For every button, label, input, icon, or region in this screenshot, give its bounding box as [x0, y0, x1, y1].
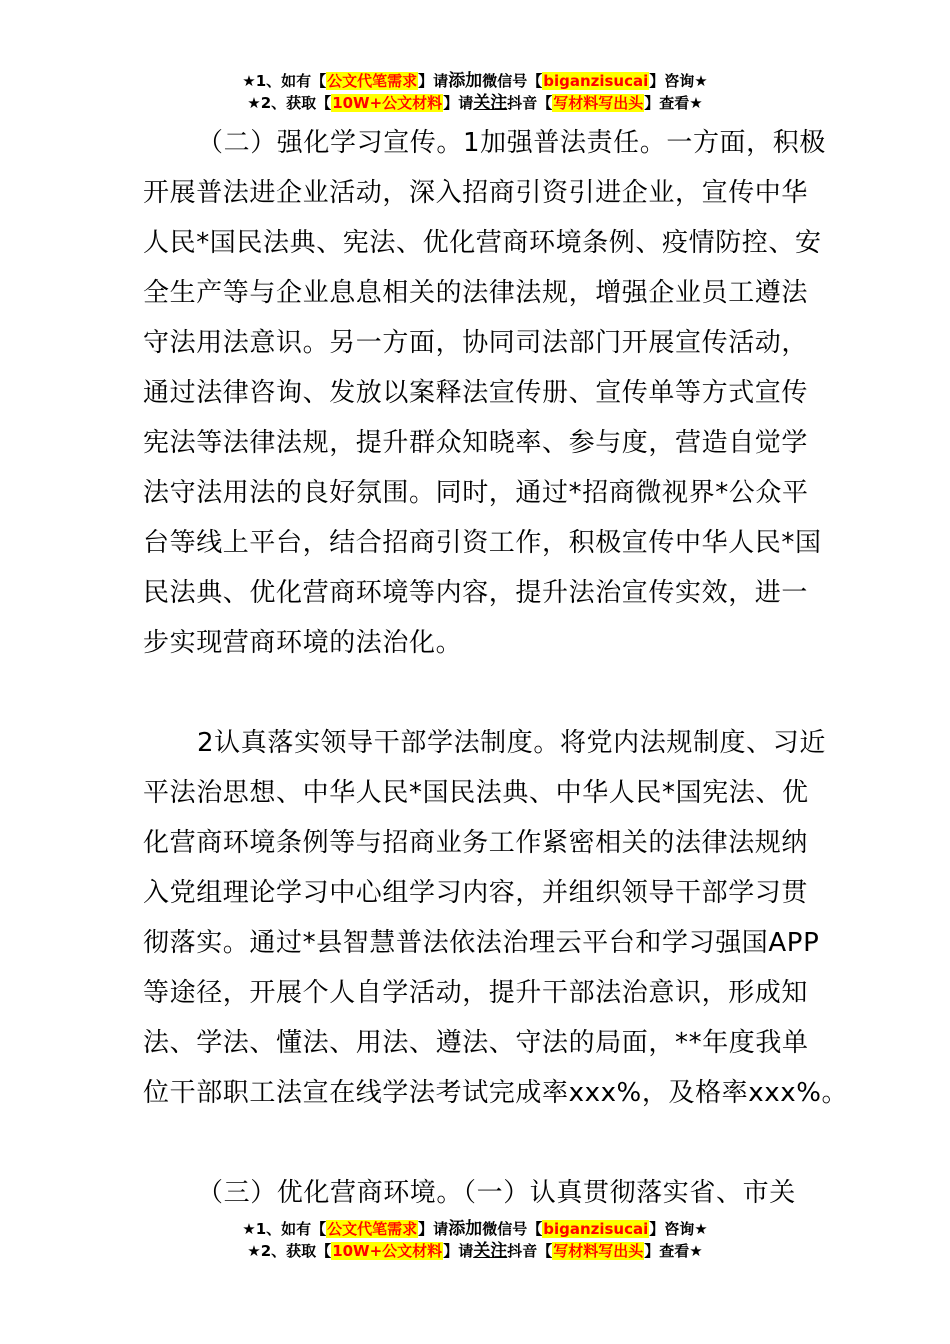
bottom-banner: [0, 1218, 950, 1262]
top-banner: [0, 70, 950, 114]
paragraph-line: 步实现营商环境的法治化。: [143, 628, 463, 658]
paragraph-line: 全生产等与企业息息相关的法律法规，增强企业员工遵法: [143, 278, 809, 308]
paragraph-line: （三）优化营商环境。（一）认真贯彻落实省、市关: [197, 1178, 796, 1208]
paragraph-line: 化营商环境条例等与招商业务工作紧密相关的法律法规纳: [143, 828, 809, 858]
banner-line-2: [0, 1240, 950, 1262]
banner-text: 微信号【: [482, 72, 543, 90]
banner-highlight: biganzisucai: [543, 72, 649, 90]
banner-highlight: 10W+公文材料: [332, 1242, 443, 1260]
banner-highlight: 写材料写出头: [553, 94, 644, 112]
banner-highlight: 10W+公文材料: [332, 94, 443, 112]
paragraph-line: 台等线上平台，结合招商引资工作，积极宣传中华人民*国: [143, 528, 822, 558]
banner-text: 】请: [418, 1220, 449, 1238]
paragraph-line: 开展普法进企业活动，深入招商引资引进企业，宣传中华: [143, 178, 809, 208]
paragraph-line: （二）强化学习宣传。1加强普法责任。一方面，积极: [197, 128, 826, 158]
paragraph-line: 民法典、优化营商环境等内容，提升法治宣传实效，进一: [143, 578, 809, 608]
banner-text: 】咨询★: [649, 72, 708, 90]
banner-text: 】查看★: [644, 1242, 703, 1260]
banner-text: ★2、获取【: [247, 1242, 332, 1260]
banner-text: ★1、如有【: [242, 1220, 327, 1238]
paragraph-line: 法、学法、懂法、用法、遵法、守法的局面，**年度我单: [143, 1028, 809, 1058]
section-3-paragraph: [143, 1168, 808, 1218]
banner-line-1: [0, 1218, 950, 1240]
section-2-item-2-paragraph: [143, 718, 849, 1118]
paragraph-line: 位干部职工法宣在线学法考试完成率xxx%，及格率xxx%。: [143, 1078, 849, 1108]
banner-text: ★1、如有【: [242, 72, 327, 90]
banner-line-1: [0, 70, 950, 92]
banner-text: 抖音【: [507, 1242, 553, 1260]
banner-text: 】请: [418, 72, 449, 90]
banner-highlight: 公文代笔需求: [327, 1220, 418, 1238]
banner-text: 微信号【: [482, 1220, 543, 1238]
banner-emphasis: 添加: [448, 71, 483, 91]
paragraph-line: 人民*国民法典、宪法、优化营商环境条例、疫情防控、安: [143, 228, 822, 258]
paragraph-line: 法守法用法的良好氛围。同时，通过*招商微视界*公众平: [143, 478, 809, 508]
banner-highlight: 写材料写出头: [553, 1242, 644, 1260]
section-2-paragraph: [143, 118, 826, 668]
banner-emphasis: 添加: [448, 1219, 483, 1239]
banner-highlight: 公文代笔需求: [327, 72, 418, 90]
banner-emphasis: 关注: [473, 93, 508, 113]
paragraph-line: 平法治思想、中华人民*国民法典、中华人民*国宪法、优: [143, 778, 809, 808]
banner-line-2: [0, 92, 950, 114]
paragraph-line: 彻落实。通过*县智慧普法依法治理云平台和学习强国APP: [143, 928, 820, 958]
banner-text: 】请: [443, 94, 474, 112]
banner-emphasis: 关注: [473, 1241, 508, 1261]
paragraph-line: 等途径，开展个人自学活动，提升干部法治意识，形成知: [143, 978, 809, 1008]
banner-text: ★2、获取【: [247, 94, 332, 112]
paragraph-line: 守法用法意识。另一方面，协同司法部门开展宣传活动，: [143, 328, 809, 358]
paragraph-line: 2认真落实领导干部学法制度。将党内法规制度、习近: [197, 728, 826, 758]
banner-text: 】查看★: [644, 94, 703, 112]
banner-text: 抖音【: [507, 94, 553, 112]
paragraph-line: 入党组理论学习中心组学习内容，并组织领导干部学习贯: [143, 878, 809, 908]
banner-text: 】咨询★: [649, 1220, 708, 1238]
paragraph-line: 通过法律咨询、发放以案释法宣传册、宣传单等方式宣传: [143, 378, 809, 408]
banner-highlight: biganzisucai: [543, 1220, 649, 1238]
paragraph-line: 宪法等法律法规，提升群众知晓率、参与度，营造自觉学: [143, 428, 809, 458]
banner-text: 】请: [443, 1242, 474, 1260]
